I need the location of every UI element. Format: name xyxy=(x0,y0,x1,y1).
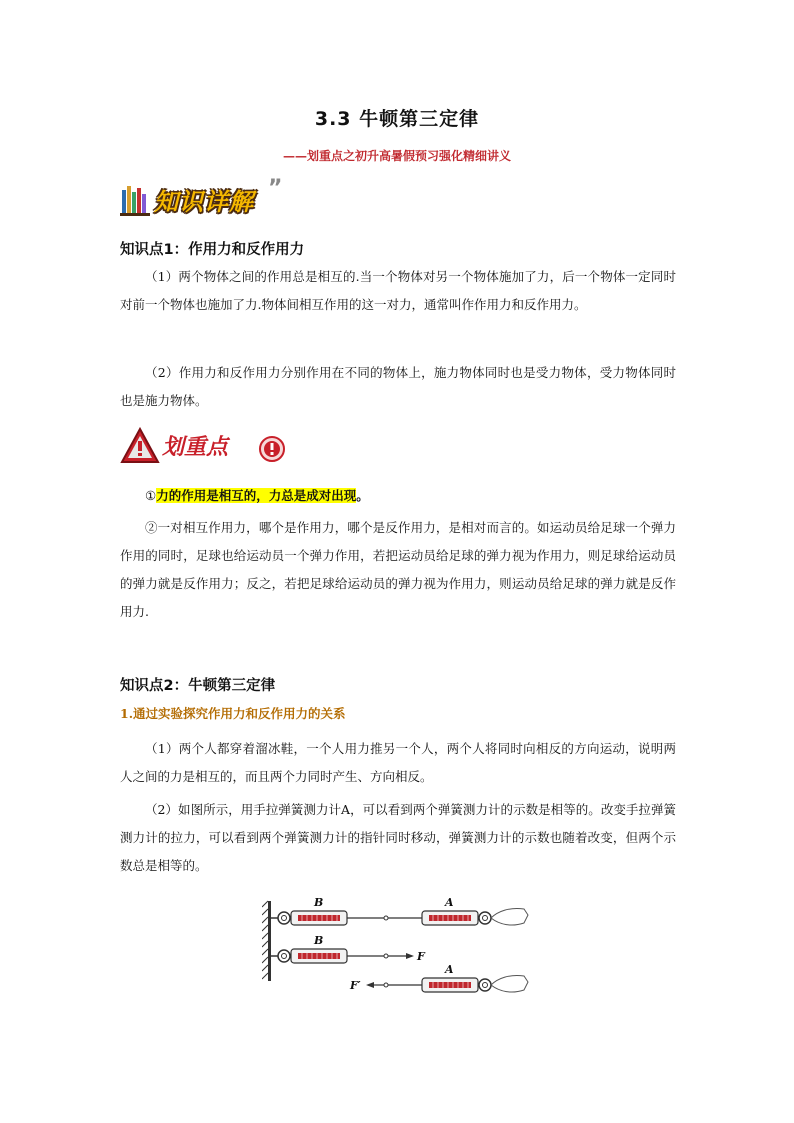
key-point-banner xyxy=(120,426,300,468)
section2-paragraph-2: （2）如图所示，用手拉弹簧测力计A，可以看到两个弹簧测力计的示数是相等的。改变手拉弹簧测力计的拉力，可以看到两个弹簧测力计的指针同时移动，弹簧测力计的示数也随着改变，但两个示数总是相等的。 xyxy=(120,802,676,873)
key-point-1-end: 。 xyxy=(356,488,369,503)
spring-scale-figure xyxy=(262,893,530,1003)
label-a-row3: A xyxy=(445,963,454,976)
knowledge-banner-text: 知识详解 xyxy=(154,188,254,216)
row-2-setup xyxy=(271,934,426,963)
section2-paragraph-1: （1）两个人都穿着溜冰鞋，一个人用力推另一个人，两个人将同时向相反的方向运动，说明两人之间的力是相互的，而且两个力同时产生、方向相反。 xyxy=(120,741,676,784)
page-subtitle: ——划重点之初升高暑假预习强化精细讲义 xyxy=(282,149,511,163)
key-point-banner-text: 划重点 xyxy=(162,435,229,460)
label-b-row2: B xyxy=(314,934,324,947)
key-point-1-marker: ① xyxy=(145,488,157,503)
exclamation-circle-icon xyxy=(258,435,286,463)
key-point-2: ②一对相互作用力，哪个是作用力，哪个是反作用力，是相对而言的。如运动员给足球一个弹力作用的同时，足球也给运动员一个弹力作用，若把运动员给足球的弹力视为作用力，则足球给运动员的弹力就是反作用力；反之，若把足球给运动员的弹力视为作用力，则运动员给足球的弹力就是反作用力. xyxy=(120,520,676,619)
books-icon xyxy=(120,184,154,216)
label-f-prime: F′ xyxy=(350,979,361,992)
key-point-1-highlight: 力的作用是相互的，力总是成对出现 xyxy=(156,488,357,503)
quote-mark-icon: ” xyxy=(268,176,283,201)
page-title: 3.3 牛顿第三定律 xyxy=(314,108,480,130)
section1-paragraph-1: （1）两个物体之间的作用总是相互的.当一个物体对另一个物体施加了力，后一个物体一定同时对前一个物体也施加了力.物体间相互作用的这一对力，通常叫作作用力和反作用力。 xyxy=(120,269,676,312)
hand-icon xyxy=(491,975,528,992)
label-f: F xyxy=(417,950,425,963)
section1-paragraph-2: （2）作用力和反作用力分别作用在不同的物体上，施力物体同时也是受力物体，受力物体同时也是施力物体。 xyxy=(120,365,676,408)
label-b-row1: B xyxy=(314,896,324,909)
row-3-setup xyxy=(349,963,528,992)
knowledge-banner xyxy=(120,176,290,220)
hand-icon xyxy=(491,908,528,925)
section2-subheading-1: 1.通过实验探究作用力和反作用力的关系 xyxy=(120,706,346,721)
arrow-right-icon xyxy=(406,953,414,959)
wall xyxy=(262,901,271,981)
key-point-1 xyxy=(120,482,676,510)
row-1-setup xyxy=(271,896,528,925)
warning-icon xyxy=(120,426,160,466)
section1-heading: 知识点1：作用力和反作用力 xyxy=(120,242,305,258)
arrow-left-icon xyxy=(366,982,374,988)
label-a-row1: A xyxy=(445,896,454,909)
section2-heading: 知识点2：牛顿第三定律 xyxy=(120,678,276,694)
